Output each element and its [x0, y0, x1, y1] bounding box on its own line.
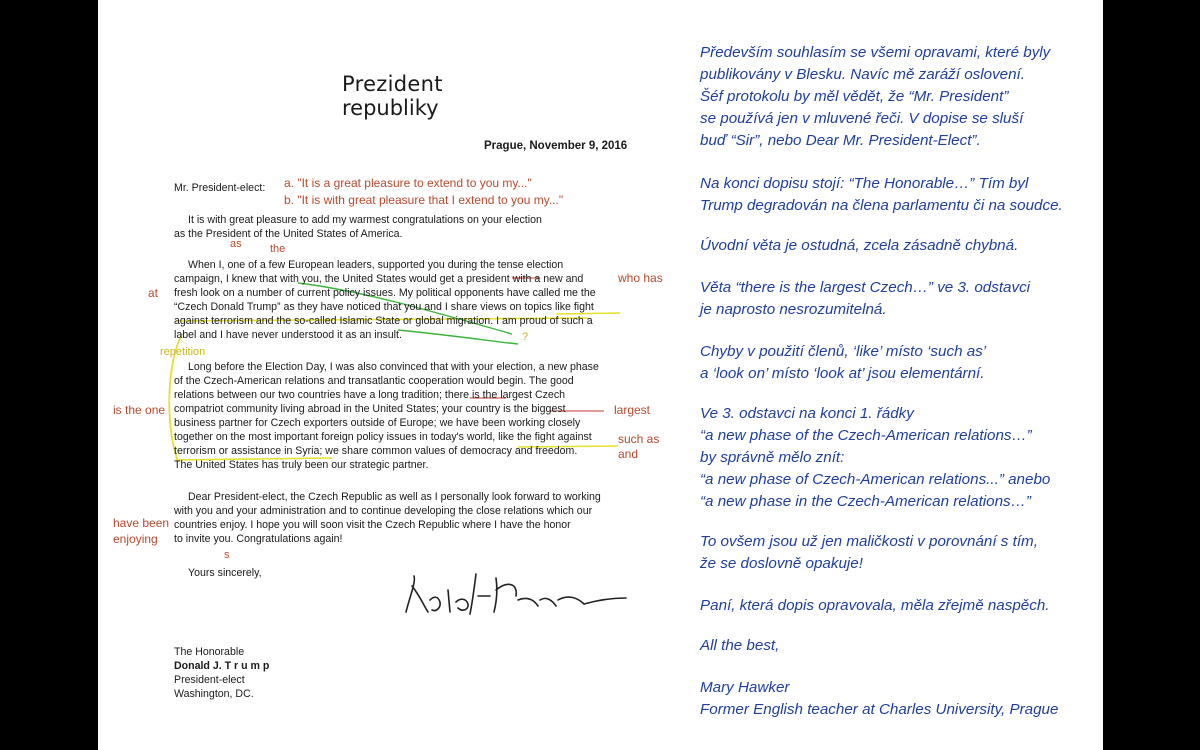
right-black-bar — [1103, 0, 1200, 750]
paragraph3-line6: together on the most important foreign policy issues in today's world, like the fight against — [174, 431, 592, 443]
paragraph2-line1: When I, one of a few European leaders, supported you during the tense election — [188, 259, 564, 271]
paragraph4-line2: with you and your administration and to continue developing the close relations which our — [174, 505, 593, 517]
annotation-have-been: have been — [113, 516, 170, 530]
letterhead-line2: republiky — [342, 96, 439, 120]
commentary-line: Na konci dopisu stojí: “The Honorable…” Tím byl — [700, 175, 1029, 192]
paragraph1-line1: It is with great pleasure to add my warmest congratulations on your election — [188, 214, 542, 226]
commentary-author: Mary Hawker — [700, 679, 790, 696]
paragraph3-line2: of the Czech-American relations and transatlantic cooperation would begin. The good — [174, 375, 574, 387]
left-black-bar — [0, 0, 98, 750]
commentary-line: že se doslovně opakuje! — [700, 555, 863, 572]
commentary-line: Především souhlasím se všemi opravami, které byly — [700, 44, 1051, 61]
salutation: Mr. President-elect: — [174, 182, 266, 194]
annotation-who-has: who has — [618, 271, 663, 285]
commentary-line: Úvodní věta je ostudná, zcela zásadně chybná. — [700, 237, 1019, 254]
paragraph2-line6: label and I have never understood it as an insult. — [174, 329, 402, 341]
closing: Yours sincerely, — [188, 567, 262, 579]
letter-page — [98, 0, 678, 750]
commentary-line: buď “Sir”, nebo Dear Mr. President-Elect”. — [700, 132, 981, 149]
paragraph3-line1: Long before the Election Day, I was also convinced that with your election, a new phase — [188, 361, 599, 373]
paragraph3-line4: compatriot community living abroad in the United States; your country is the biggest — [174, 403, 566, 415]
paragraph4-line1: Dear President-elect, the Czech Republic as well as I personally look forward to working — [188, 491, 601, 503]
commentary-line: Ve 3. odstavci na konci 1. řádky — [700, 405, 914, 422]
address-line1: The Honorable — [174, 646, 245, 658]
annotation-s: s — [224, 549, 230, 561]
commentary-line: by správně mělo znít: — [700, 449, 845, 466]
paragraph3-line7: terrorism or assistance in Syria; we share common values of democracy and freedom. — [174, 445, 578, 457]
commentary-line: “a new phase of Czech-American relations...” anebo — [700, 471, 1051, 488]
address-line4: Washington, DC. — [174, 688, 254, 700]
letter-date: Prague, November 9, 2016 — [484, 140, 628, 152]
commentary-line: a ‘look on’ místo ‘look at’ jsou elementární. — [700, 365, 985, 382]
commentary-line: “a new phase in the Czech-American relations…” — [700, 493, 1031, 510]
paragraph3-line8: The United States has truly been our strategic partner. — [174, 459, 429, 471]
paragraph1-line2: as the President of the United States of America. — [174, 228, 403, 240]
annotation-a: a. "It is a great pleasure to extend to you my..." — [284, 176, 532, 190]
commentary-panel — [678, 0, 1103, 750]
annotation-at: at — [148, 286, 159, 300]
annotation-is-the-one: is the one — [113, 403, 166, 417]
paragraph4-line3: countries enjoy. I hope you will soon visit the Czech Republic where I have the honor — [174, 519, 571, 531]
annotation-as: as — [230, 238, 242, 250]
commentary-line: publikovány v Blesku. Navíc mě zaráží oslovení. — [700, 66, 1025, 83]
annotation-question: ? — [522, 331, 529, 343]
signature — [98, 0, 678, 750]
paragraph2-line2: campaign, I knew that with you, the United States would get a president with a new and — [174, 273, 584, 285]
commentary-line: Šéf protokolu by měl vědět, že “Mr. President” — [700, 88, 1009, 105]
paragraph3-line3: relations between our two countries have a long tradition; there is the largest Czech — [174, 389, 566, 401]
annotation-and: and — [618, 447, 639, 461]
address-line3: President-elect — [174, 674, 245, 686]
commentary-line: se používá jen v mluvené řeči. V dopise se sluší — [700, 110, 1024, 127]
annotation-such-as: such as — [618, 432, 660, 446]
paragraph2-line3: fresh look on a number of current policy issues. My political opponents have called me the — [174, 287, 596, 299]
paragraph4-line4: to invite you. Congratulations again! — [174, 533, 343, 545]
commentary-line: Chyby v použití členů, ‘like’ místo ‘such as’ — [700, 343, 987, 360]
annotation-the: the — [270, 243, 286, 255]
paragraph3-line5: business partner for Czech exporters outside of Europe; we have been working closely — [174, 417, 581, 429]
commentary-line: Paní, která dopis opravovala, měla zřejmě naspěch. — [700, 597, 1050, 614]
annotation-b: b. "It is with great pleasure that I extend to you my..." — [284, 193, 564, 207]
annotation-enjoying: enjoying — [113, 532, 158, 546]
address-line2: Donald J. T r u m p — [174, 660, 270, 672]
commentary-line: Trump degradován na člena parlamentu či na soudce. — [700, 197, 1063, 214]
annotation-repetition: repetition — [160, 346, 206, 358]
commentary-line: To ovšem jsou už jen maličkosti v porovnání s tím, — [700, 533, 1038, 550]
commentary-line: je naprosto nesrozumitelná. — [700, 301, 887, 318]
commentary-signoff: All the best, — [700, 637, 780, 654]
paragraph2-line5: against terrorism and the so-called Islamic State or global migration. I am proud of such a — [174, 315, 593, 327]
annotation-largest: largest — [614, 403, 651, 417]
letterhead-line1: Prezident — [342, 72, 443, 96]
commentary-line: Věta “there is the largest Czech…” ve 3. odstavci — [700, 279, 1031, 296]
paragraph2-line4: “Czech Donald Trump” as they have noticed that you and I share views on topics like fight — [174, 301, 594, 313]
commentary-author-title: Former English teacher at Charles University, Prague — [700, 701, 1059, 718]
commentary-line: “a new phase of the Czech-American relations…” — [700, 427, 1032, 444]
